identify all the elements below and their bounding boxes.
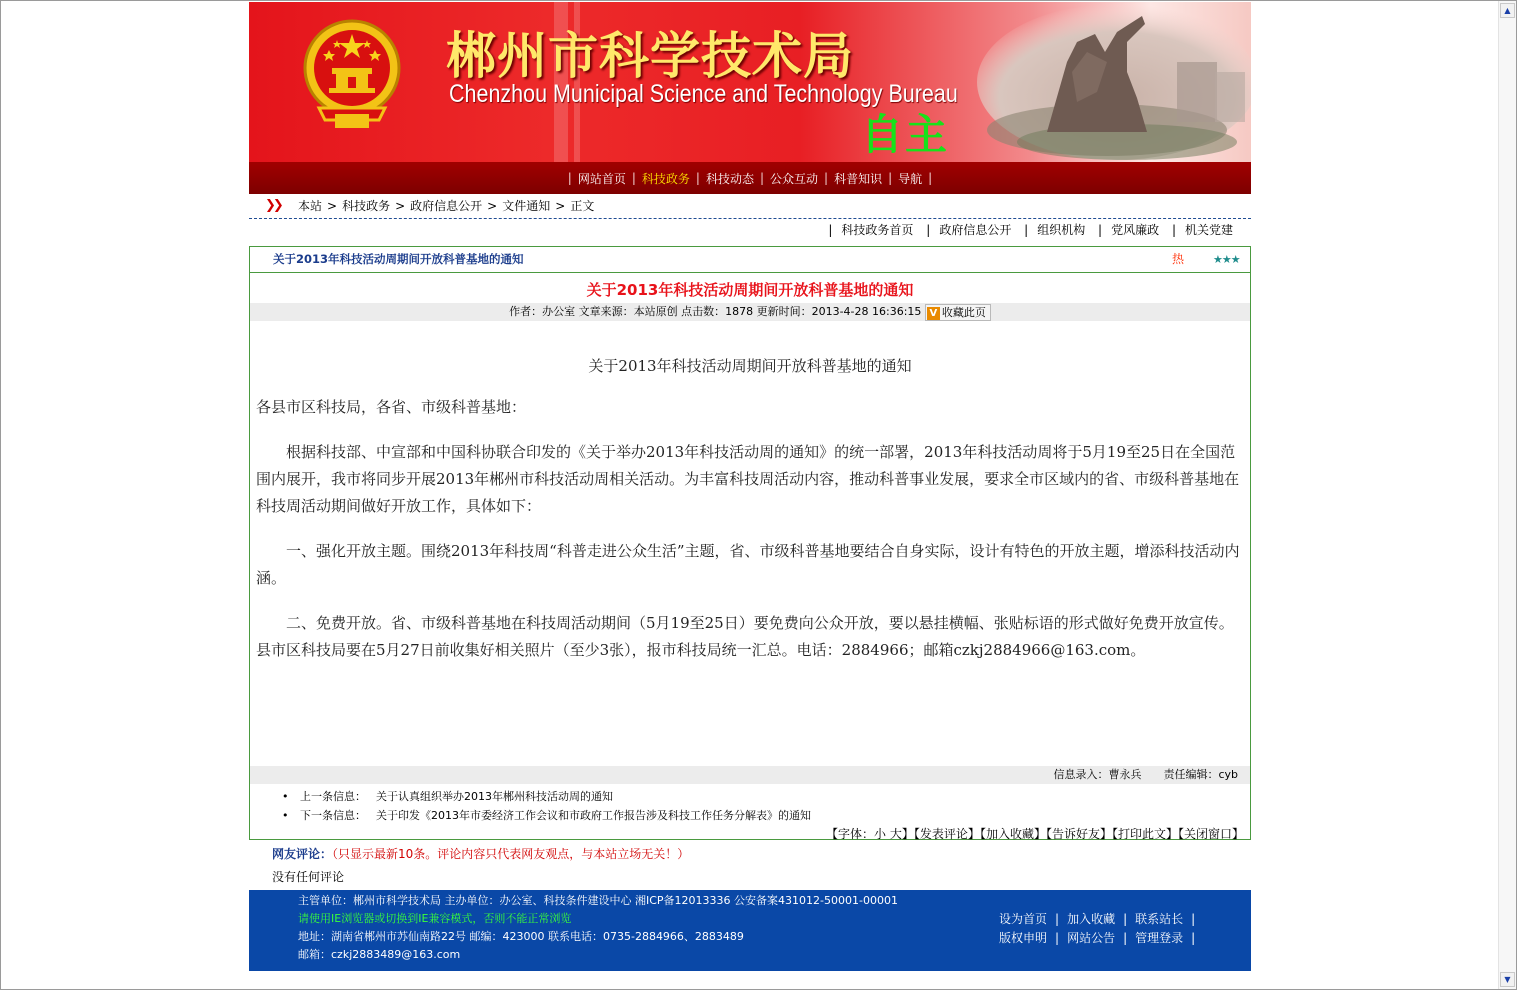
content-greeting: 各县市区科技局，各省、市级科普基地： — [256, 398, 527, 416]
content-paragraph: 一、强化开放主题。围绕2013年科技周“科普走进公众生活”主题，省、市级科普基地要结合自身实际，设计有特色的开放主题，增添科技活动内涵。 — [256, 542, 1240, 587]
site-announcement-link[interactable]: 网站公告 — [1067, 931, 1116, 945]
nav-separator: | — [759, 171, 765, 185]
nav-home[interactable]: 网站首页 — [577, 171, 626, 186]
article-content — [250, 353, 1250, 664]
next-article-link[interactable]: 关于印发《2013年市委经济工作会议和市政府工作报告涉及科技工作任务分解表》的通知 — [376, 809, 811, 822]
hot-badge: 热 — [1172, 252, 1185, 266]
updated-value: 2013-4-28 16:36:15 — [811, 305, 922, 318]
nav-separator: | — [631, 171, 636, 185]
footer-info — [298, 892, 898, 964]
tell-friend-button[interactable]: 【告诉好友】 — [1045, 827, 1112, 841]
nav-separator: | — [567, 171, 572, 185]
rating-stars-icon: ★★★ — [1213, 253, 1240, 266]
site-title-chinese: 郴州市科学技术局 — [446, 27, 854, 85]
footer-address: 地址：湖南省郴州市苏仙南路22号 邮编：423000 联系电话：0735-2884966、2883489 — [298, 930, 744, 943]
prev-label: 上一条信息： — [300, 790, 366, 803]
contact-webmaster-link[interactable]: 联系站长 — [1135, 912, 1184, 926]
banner-slogan: 自主 — [861, 110, 950, 159]
add-favorite-link[interactable]: 加入收藏 — [1067, 912, 1116, 926]
content-title: 关于2013年科技活动周期间开放科普基地的通知 — [588, 357, 912, 375]
breadcrumb-gov-info[interactable]: 政府信息公开 — [410, 199, 483, 213]
content-paragraph: 二、免费开放。省、市级科普基地在科技周活动期间（5月19至25日）要免费向公众开放，要以悬挂横幅、张贴标语的形式做好免费开放宣传。县市区科技局要在5月27日前收集好相关照片（至少3张），报市科技局统一汇总。电话：2884966；邮箱czkj2884966@163.com。 — [256, 614, 1234, 659]
nav-separator: | — [824, 171, 829, 185]
responsible-editor: 责任编辑：cyb — [1163, 768, 1238, 781]
comments-label: 网友评论： — [272, 847, 333, 861]
sublink-party-building[interactable]: 机关党建 — [1184, 223, 1233, 237]
main-navigation — [249, 162, 1251, 194]
site-banner — [249, 2, 1251, 162]
nav-separator: | — [888, 171, 893, 185]
breadcrumb: ❯❯ 本站 > 科技政务 > 政府信息公开 > 文件通知 > 正文 — [249, 194, 1251, 219]
footer-organizer: 主管单位：郴州市科学技术局 主办单位：办公室、科技条件建设中心 湘ICP备12013336 公安备案431012-50001-00001 — [298, 894, 898, 907]
font-size-suffix: 】 — [901, 827, 914, 841]
copyright-link[interactable]: 版权申明 — [999, 931, 1048, 945]
statue-photo-icon — [977, 2, 1251, 162]
prev-next-links — [294, 787, 811, 825]
footer-browser-warning: 请使用IE浏览器或切换到IE兼容模式，否则不能正常浏览 — [298, 912, 572, 925]
nav-guide[interactable]: 导航 — [898, 171, 923, 186]
scroll-up-arrow-icon[interactable]: ▲ — [1500, 3, 1515, 18]
editor-info — [250, 766, 1250, 784]
comments-note: （只显示最新10条。评论内容只代表网友观点，与本站立场无关！） — [332, 847, 690, 861]
breadcrumb-sci-gov[interactable]: 科技政务 — [342, 199, 391, 213]
comments-section — [249, 840, 1251, 890]
scroll-down-arrow-icon[interactable]: ▼ — [1500, 972, 1515, 987]
footer-links: 设为首页 | 加入收藏 | 联系站长 | 版权申明 | 网站公告 | 管理登录 | — [999, 912, 1196, 945]
bookmark-page-button[interactable] — [925, 304, 991, 321]
section-sublinks: | 科技政务首页 | 政府信息公开 | 组织机构 | 党风廉政 | 机关党建 — [828, 223, 1233, 237]
nav-separator: | — [928, 171, 933, 185]
double-chevron-right-icon: ❯❯ — [265, 198, 281, 213]
add-favorite-button[interactable]: 【加入收藏】 — [979, 827, 1046, 841]
page-container — [249, 2, 1251, 971]
bookmark-label: 收藏此页 — [941, 305, 986, 319]
prev-article — [294, 787, 811, 806]
nav-separator: | — [695, 171, 700, 185]
clicks-label: 点击数： — [681, 305, 726, 318]
article-meta — [250, 303, 1250, 321]
updated-label: 更新时间： — [756, 305, 812, 318]
nav-sci-gov[interactable]: 科技政务 — [641, 171, 690, 186]
breadcrumb-notices[interactable]: 文件通知 — [502, 199, 551, 213]
set-homepage-link[interactable]: 设为首页 — [999, 912, 1048, 926]
sublink-integrity[interactable]: 党风廉政 — [1111, 223, 1160, 237]
sublink-organization[interactable]: 组织机构 — [1037, 223, 1086, 237]
post-comment-button[interactable]: 【发表评论】 — [913, 827, 980, 841]
article-box-header — [250, 247, 1250, 273]
next-label: 下一条信息： — [300, 809, 366, 822]
content-paragraph: 根据科技部、中宣部和中国科协联合印发的《关于举办2013年科技活动周的通知》的统一部署，2013年科技活动周将于5月19至25日在全国范围内展开，我市将同步开展2013年郴州市科技活动周相关活动。为丰富科技周活动内容，推动科普事业发展，要求全市区域内的省、市级科普基地在科技周活动期间做好开放工作，具体如下： — [256, 443, 1240, 515]
nav-public-interaction[interactable]: 公众互动 — [770, 171, 819, 186]
article-box — [249, 246, 1251, 840]
author-label: 作者： — [509, 305, 543, 318]
article-header-title: 关于2013年科技活动周期间开放科普基地的通知 — [273, 252, 524, 266]
source-label: 文章来源： — [578, 305, 634, 318]
prev-article-link[interactable]: 关于认真组织举办2013年郴州科技活动周的通知 — [376, 790, 613, 803]
close-window-button[interactable]: 【关闭窗口】 — [1177, 827, 1244, 841]
breadcrumb-current: 正文 — [570, 199, 595, 213]
site-title-english: Chenzhou Municipal Science and Technology Bureau — [449, 80, 958, 108]
font-large-button[interactable]: 大 — [889, 827, 902, 841]
print-article-button[interactable]: 【打印此文】 — [1111, 827, 1178, 841]
font-size-label: 【字体： — [826, 827, 875, 841]
font-small-button[interactable]: 小 — [874, 827, 887, 841]
sublink-gov-info[interactable]: 政府信息公开 — [939, 223, 1012, 237]
author-value: 办公室 — [542, 305, 576, 318]
entry-editor: 信息录入：曹永兵 — [1053, 768, 1142, 781]
comments-empty: 没有任何评论 — [272, 870, 345, 884]
comments-header — [272, 845, 689, 862]
nav-sci-news[interactable]: 科技动态 — [705, 171, 754, 186]
admin-login-link[interactable]: 管理登录 — [1135, 931, 1184, 945]
clicks-value: 1878 — [725, 305, 754, 318]
breadcrumb-site[interactable]: 本站 — [298, 199, 323, 213]
sublink-sci-gov-home[interactable]: 科技政务首页 — [841, 223, 914, 237]
bookmark-v-icon: V — [927, 307, 940, 320]
footer-email: 邮箱：czkj2883489@163.com — [298, 948, 461, 961]
vertical-scrollbar[interactable] — [1498, 1, 1516, 989]
national-emblem-icon — [299, 16, 405, 132]
article-title: 关于2013年科技活动周期间开放科普基地的通知 — [586, 281, 914, 299]
site-footer — [249, 890, 1251, 971]
nav-sci-knowledge[interactable]: 科普知识 — [834, 171, 883, 186]
source-value: 本站原创 — [633, 305, 678, 318]
next-article — [294, 806, 811, 825]
